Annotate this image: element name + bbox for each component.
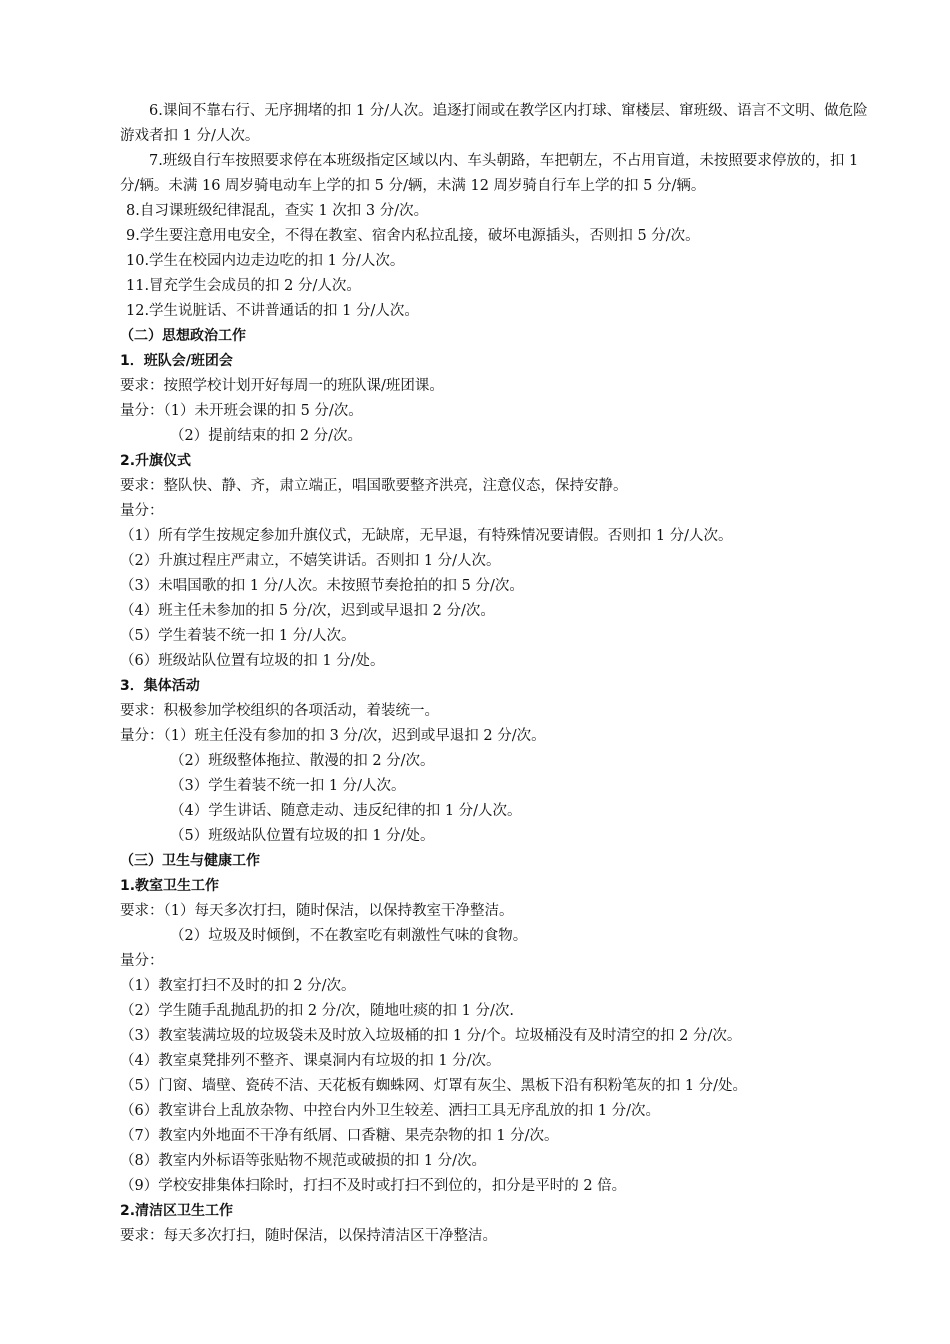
section-3-1-item: （9）学校安排集体扫除时，打扫不及时或打扫不到位的，扣分是平时的 2 倍。: [120, 1178, 627, 1194]
section-2-3-item: （4）学生讲话、随意走动、违反纪律的扣 1 分/人次。: [170, 803, 522, 819]
section-3-1-item: （4）教室桌凳排列不整齐、课桌洞内有垃圾的扣 1 分/次。: [120, 1053, 501, 1069]
section-3-1-item: （6）教室讲台上乱放杂物、中控台内外卫生较差、洒扫工具无序乱放的扣 1 分/次。: [120, 1103, 661, 1119]
section-3-1-item: （1）教室打扫不及时的扣 2 分/次。: [120, 978, 356, 994]
section-2-1-score-2: （2）提前结束的扣 2 分/次。: [170, 428, 363, 444]
section-2-2-item: （3）未唱国歌的扣 1 分/人次。未按照节奏抢拍的扣 5 分/次。: [120, 578, 524, 594]
section-2-3-heading: 3．集体活动: [120, 678, 200, 694]
section-2-3-item: （3）学生着装不统一扣 1 分/人次。: [170, 778, 406, 794]
section-2-2-item: （1）所有学生按规定参加升旗仪式，无缺席，无早退，有特殊情况要请假。否则扣 1 分/人次。: [120, 528, 733, 544]
section-2-1-score-1: 量分：（1）未开班会课的扣 5 分/次。: [120, 403, 363, 419]
section-3-1-requirement-2: （2）垃圾及时倾倒，不在教室吃有刺激性气味的食物。: [170, 928, 528, 944]
section-2-2-requirement: 要求：整队快、静、齐，肃立端正，唱国歌要整齐洪亮，注意仪态，保持安静。: [120, 478, 628, 494]
rule-6: 6.课间不靠右行、无序拥堵的扣 1 分/人次。追逐打闹或在教学区内打球、窜楼层、窜班级、语言不文明、做危险游戏者扣 1 分/人次。: [120, 103, 868, 144]
section-3-1-item: （5）门窗、墙壁、瓷砖不洁、天花板有蜘蛛网、灯罩有灰尘、黑板下沿有积粉笔灰的扣 1 分/处。: [120, 1078, 748, 1094]
section-2-2-item: （6）班级站队位置有垃圾的扣 1 分/处。: [120, 653, 385, 669]
section-2-2-item: （4）班主任未参加的扣 5 分/次，迟到或早退扣 2 分/次。: [120, 603, 495, 619]
section-2-1-requirement: 要求：按照学校计划开好每周一的班队课/班团课。: [120, 378, 444, 394]
section-2-2-score-label: 量分：: [120, 503, 164, 519]
section-2-3-requirement: 要求：积极参加学校组织的各项活动，着装统一。: [120, 703, 439, 719]
section-3-2-requirement: 要求：每天多次打扫，随时保洁，以保持清洁区干净整洁。: [120, 1228, 497, 1244]
section-3-1-item: （3）教室装满垃圾的垃圾袋未及时放入垃圾桶的扣 1 分/个。垃圾桶没有及时清空的扣 2 分/次。: [120, 1028, 742, 1044]
rule-9: 9.学生要注意用电安全，不得在教室、宿舍内私拉乱接，破坏电源插头，否则扣 5 分/次。: [126, 228, 700, 244]
section-3-1-score-label: 量分：: [120, 953, 164, 969]
section-2-2-heading: 2.升旗仪式: [120, 453, 192, 469]
section-3-1-item: （2）学生随手乱抛乱扔的扣 2 分/次，随地吐痰的扣 1 分/次.: [120, 1003, 514, 1019]
section-3-2-heading: 2.清洁区卫生工作: [120, 1203, 234, 1219]
rule-11: 11.冒充学生会成员的扣 2 分/人次。: [126, 278, 361, 294]
section-2-2-item: （2）升旗过程庄严肃立，不嬉笑讲话。否则扣 1 分/人次。: [120, 553, 501, 569]
section-3-1-item: （7）教室内外地面不干净有纸屑、口香糖、果壳杂物的扣 1 分/次。: [120, 1128, 559, 1144]
rule-12: 12.学生说脏话、不讲普通话的扣 1 分/人次。: [126, 303, 419, 319]
section-3-1-item: （8）教室内外标语等张贴物不规范或破损的扣 1 分/次。: [120, 1153, 487, 1169]
section-3-1-heading: 1.教室卫生工作: [120, 878, 220, 894]
rule-8: 8.自习课班级纪律混乱，查实 1 次扣 3 分/次。: [126, 203, 429, 219]
section-2-3-item: （5）班级站队位置有垃圾的扣 1 分/处。: [170, 828, 435, 844]
section-3-heading: （三）卫生与健康工作: [120, 853, 260, 869]
rule-7: 7.班级自行车按照要求停在本班级指定区域以内、车头朝路，车把朝左，不占用盲道，未按照要求停放的，扣 1 分/辆。未满 16 周岁骑电动车上学的扣 5 分/辆，未满 12 周岁骑自行车上学的扣 5 分/辆。: [120, 153, 859, 194]
section-2-1-heading: 1．班队会/班团会: [120, 353, 233, 369]
section-3-1-requirement-1: 要求：（1）每天多次打扫，随时保洁，以保持教室干净整洁。: [120, 903, 514, 919]
section-2-3-score-1: 量分：（1）班主任没有参加的扣 3 分/次，迟到或早退扣 2 分/次。: [120, 728, 546, 744]
section-2-3-item: （2）班级整体拖拉、散漫的扣 2 分/次。: [170, 753, 435, 769]
rule-10: 10.学生在校园内边走边吃的扣 1 分/人次。: [126, 253, 405, 269]
section-2-2-item: （5）学生着装不统一扣 1 分/人次。: [120, 628, 356, 644]
section-2-heading: （二）思想政治工作: [120, 328, 246, 344]
